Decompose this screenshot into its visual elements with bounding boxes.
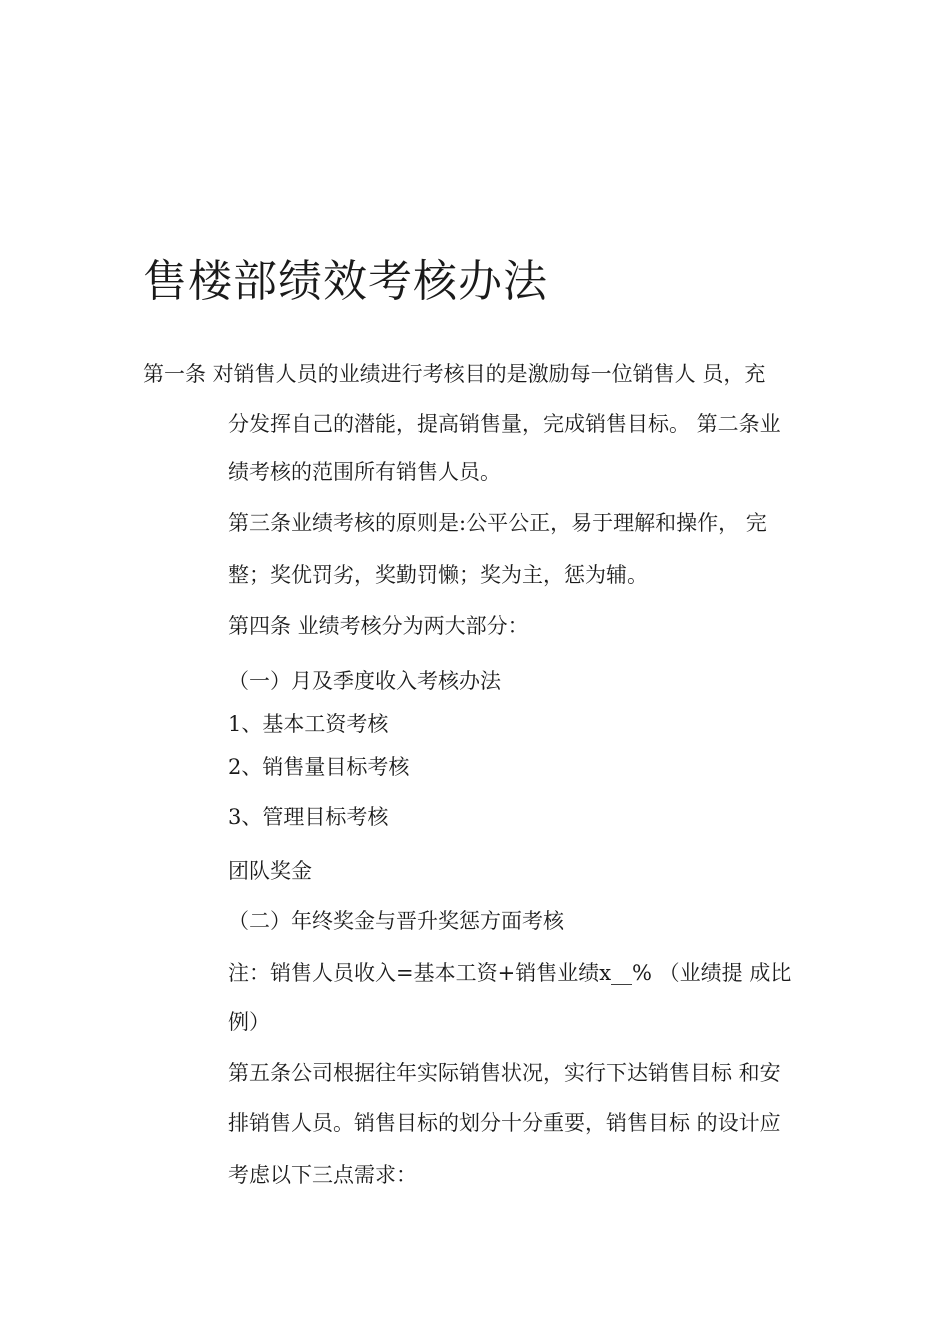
article-2-line: 绩考核的范围所有销售人员。: [228, 460, 501, 484]
article-4-line: 第四条 业绩考核分为两大部分：: [228, 614, 529, 638]
section-2-heading: （二）年终奖金与晋升奖惩方面考核: [228, 909, 564, 933]
document-title: 售楼部绩效考核办法: [143, 256, 548, 307]
article-3-line-1: 第三条业绩考核的原则是:公平公正，易于理解和操作， 完: [228, 511, 767, 535]
article-5-line-2: 排销售人员。销售目标的划分十分重要，销售目标 的设计应: [228, 1111, 781, 1135]
section-1-heading: （一）月及季度收入考核办法: [228, 669, 501, 693]
list-item-3: 3、管理目标考核: [228, 805, 389, 829]
article-1-line-1: 第一条 对销售人员的业绩进行考核目的是激励每一位销售人 员，充: [143, 362, 766, 386]
article-5-line-1: 第五条公司根据往年实际销售状况，实行下达销售目标 和安: [228, 1061, 781, 1085]
article-5-line-3: 考虑以下三点需求：: [228, 1163, 417, 1187]
article-1-line-2: 分发挥自己的潜能，提高销售量，完成销售目标。 第二条业: [228, 412, 781, 436]
note-line-2: 例）: [228, 1010, 270, 1034]
team-bonus-line: 团队奖金: [228, 859, 312, 883]
list-item-2: 2、销售量目标考核: [228, 755, 410, 779]
note-line-1: 注：销售人员收入=基本工资+销售业绩x__% （业绩提 成比: [228, 961, 792, 985]
article-3-line-2: 整；奖优罚劣，奖勤罚懒；奖为主，惩为辅。: [228, 563, 648, 587]
list-item-1: 1、基本工资考核: [228, 712, 389, 736]
